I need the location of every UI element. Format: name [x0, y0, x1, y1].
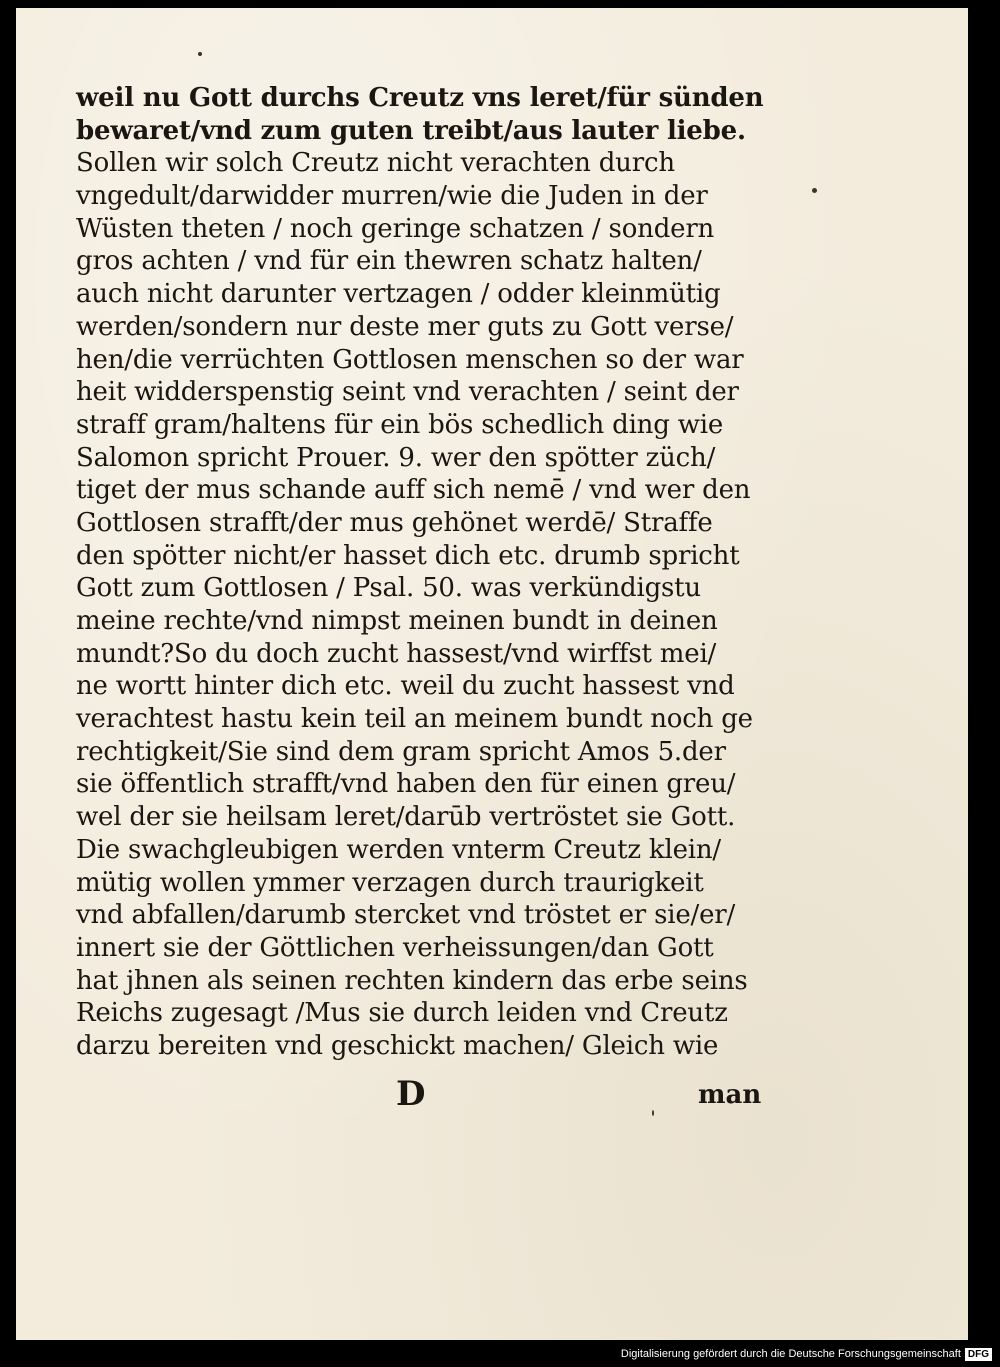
text-line: straff gram/haltens für ein bös schedlich ding wie	[76, 409, 724, 440]
text-line: Die swachgleubigen werden vnterm Creutz klein/	[76, 834, 721, 865]
text-line: mütig wollen ymmer verzagen durch traurigkeit	[76, 867, 704, 898]
text-line: hen/die verrüchten Gottlosen menschen so der war	[76, 344, 744, 375]
text-line: rechtigkeit/Sie sind dem gram spricht Amos 5.der	[76, 736, 726, 767]
text-line: meine rechte/vnd nimpst meinen bundt in deinen	[76, 606, 718, 636]
text-line: den spötter nicht/er hasset dich etc. drumb spricht	[76, 540, 740, 571]
text-line: innert sie der Göttlichen verheissungen/dan Gott	[76, 932, 714, 963]
text-line: Reichs zugesagt /Mus sie durch leiden vnd Creutz	[76, 998, 728, 1029]
page-text-block	[76, 82, 776, 1063]
dfg-logo: DFG	[965, 1348, 992, 1361]
credit-text: Digitalisierung gefördert durch die Deutsche Forschungsgemeinschaft	[620, 1348, 961, 1360]
catchword: man	[698, 1080, 762, 1110]
text-line: hat jhnen als seinen rechten kindern das erbe seins	[76, 965, 748, 996]
text-line: Wüsten theten / noch geringe schatzen / sondern	[76, 213, 715, 244]
dfg-credit-banner	[621, 1345, 992, 1363]
text-line: vnd abfallen/darumb stercket vnd tröstet er sie/er/	[76, 900, 736, 931]
book-page	[16, 8, 968, 1340]
text-line: bewaret/vnd zum guten treibt/aus lauter liebe.	[76, 115, 746, 146]
text-line: sie öffentlich strafft/vnd haben den für einen greu/	[76, 769, 736, 800]
ink-speck	[812, 188, 817, 193]
text-line: Sollen wir solch Creutz nicht verachten durch	[76, 148, 675, 179]
text-line: werden/sondern nur deste mer guts zu Gott verse/	[76, 311, 734, 342]
text-line: wel der sie heilsam leret/darūb vertröstet sie Gott.	[76, 802, 736, 833]
ink-speck	[652, 1110, 654, 1116]
signature-mark: D	[396, 1074, 426, 1114]
text-line: gros achten / vnd für ein thewren schatz halten/	[76, 246, 702, 277]
text-line: ne wortt hinter dich etc. weil du zucht hassest vnd	[76, 671, 735, 702]
text-line: auch nicht darunter vertzagen / odder kleinmütig	[76, 279, 721, 310]
text-line: Salomon spricht Prouer. 9. wer den spötter züch/	[76, 442, 716, 473]
text-line: mundt?So du doch zucht hassest/vnd wirffst mei/	[76, 638, 717, 669]
text-line: heit widderspenstig seint vnd verachten / seint der	[76, 377, 739, 408]
text-line: vngedult/darwidder murren/wie die Juden in der	[76, 181, 708, 212]
ink-speck	[198, 52, 202, 56]
text-line: weil nu Gott durchs Creutz vns leret/für sünden	[76, 83, 764, 113]
text-line: tiget der mus schande auff sich nemē / vnd wer den	[76, 475, 751, 506]
text-line: Gott zum Gottlosen / Psal. 50. was verkündigstu	[76, 573, 701, 604]
text-line: verachtest hastu kein teil an meinem bundt noch ge	[76, 704, 753, 735]
text-line: darzu bereiten vnd geschickt machen/ Gleich wie	[76, 1030, 719, 1061]
text-line: Gottlosen strafft/der mus gehönet werdē/ Straffe	[76, 507, 713, 538]
